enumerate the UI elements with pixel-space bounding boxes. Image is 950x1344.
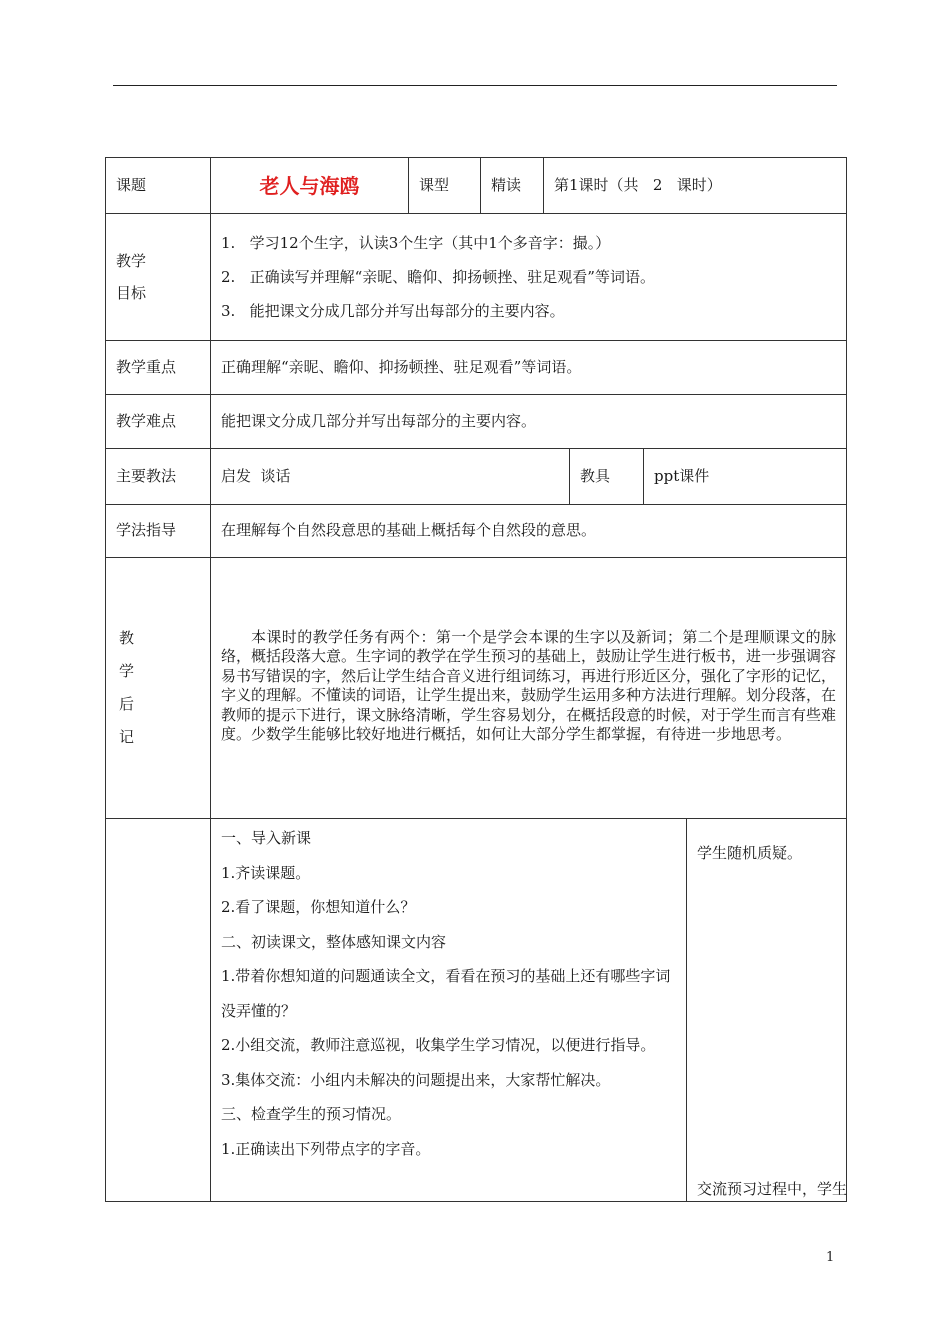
difficulties-label: 教学难点 <box>106 395 211 449</box>
objective-item: 3. 能把课文分成几部分并写出每部分的主要内容。 <box>221 302 565 320</box>
difficulties-row <box>106 395 847 449</box>
objective-item: 1. 学习12个生字，认读3个生字（其中1个多音字：撮。） <box>221 234 611 252</box>
period-info: 第1课时（共 2 课时） <box>544 158 847 214</box>
header-rule <box>113 85 837 86</box>
methods-value: 启发 谈话 <box>211 449 570 505</box>
study-guide-value: 在理解每个自然段意思的基础上概括每个自然段的意思。 <box>211 505 847 558</box>
header-row <box>106 158 847 214</box>
process-line: 2.小组交流，教师注意巡视，收集学生学习情况，以便进行指导。 <box>221 1036 656 1054</box>
key-points-row <box>106 341 847 395</box>
process-line: 1.齐读课题。 <box>221 863 311 882</box>
key-points-value: 正确理解“亲昵、瞻仰、抑扬顿挫、驻足观看”等词语。 <box>211 341 847 395</box>
process-line: 一、导入新课 <box>221 829 312 847</box>
methods-row <box>106 449 847 505</box>
tools-value: ppt课件 <box>644 449 847 505</box>
reflection-text: 本课时的教学任务有两个：第一个是学会本课的生字以及新词；第二个是理顺课文的脉络，概括段落大意。生字词的教学在学生预习的基础上，鼓励让学生进行板书，进一步强调容易书写错误的字，然后让学生结合音义进行组词练习，再进行形近区分，强化了字形的记忆，字义的理解。不懂读的词语，让学生提出来，鼓励学生运用多种方法进行理解。划分段落，在教师的提示下进行，课文脉络清晰，学生容易划分，在概括段意的时候，对于学生而言有些难度。少数学生能够比较好地进行概括，如何让大部分学生都掌握，有待进一步地思考。 <box>211 558 847 819</box>
objectives-row <box>106 214 847 341</box>
process-line: 三、检查学生的预习情况。 <box>221 1105 402 1123</box>
reflection-label <box>106 558 211 819</box>
process-line: 3.集体交流：小组内未解决的问题提出来，大家帮忙解决。 <box>221 1070 611 1089</box>
reflection-label-char: 学 <box>119 662 135 680</box>
process-line: 二、初读课文，整体感知课文内容 <box>221 932 447 951</box>
student-notes <box>687 819 847 1202</box>
key-points-label: 教学重点 <box>106 341 211 395</box>
study-guide-label: 学法指导 <box>106 505 211 558</box>
topic-label: 课题 <box>106 158 211 214</box>
objectives-label-line2: 目标 <box>116 284 147 302</box>
tools-label: 教具 <box>570 449 644 505</box>
objectives-label-line1: 教学 <box>116 252 147 270</box>
reflection-label-char: 后 <box>119 695 135 713</box>
note-bottom: 交流预习过程中，学生 <box>697 1179 848 1198</box>
type-label: 课型 <box>409 158 481 214</box>
process-line: 1.带着你想知道的问题通读全文，看看在预习的基础上还有哪些字词没弄懂的？ <box>221 967 671 1020</box>
lesson-title: 老人与海鸥 <box>211 158 409 214</box>
objectives-list <box>211 214 847 341</box>
objective-item: 2. 正确读写并理解“亲昵、瞻仰、抑扬顿挫、驻足观看”等词语。 <box>221 268 655 286</box>
difficulties-value: 能把课文分成几部分并写出每部分的主要内容。 <box>211 395 847 449</box>
process-blank-cell <box>106 819 211 1202</box>
reflection-label-char: 记 <box>119 728 135 746</box>
type-value: 精读 <box>481 158 544 214</box>
process-line: 2.看了课题，你想知道什么？ <box>221 898 416 916</box>
page-number: 1 <box>826 1250 835 1265</box>
teaching-process <box>211 819 687 1202</box>
lesson-plan-table <box>105 157 847 1202</box>
note-top: 学生随机质疑。 <box>697 844 803 862</box>
reflection-label-char: 教 <box>119 629 135 647</box>
process-line: 1.正确读出下列带点字的字音。 <box>221 1139 431 1158</box>
objectives-label <box>106 214 211 341</box>
methods-label: 主要教法 <box>106 449 211 505</box>
study-guide-row <box>106 505 847 558</box>
reflection-row <box>106 558 847 819</box>
process-row <box>106 819 847 1202</box>
